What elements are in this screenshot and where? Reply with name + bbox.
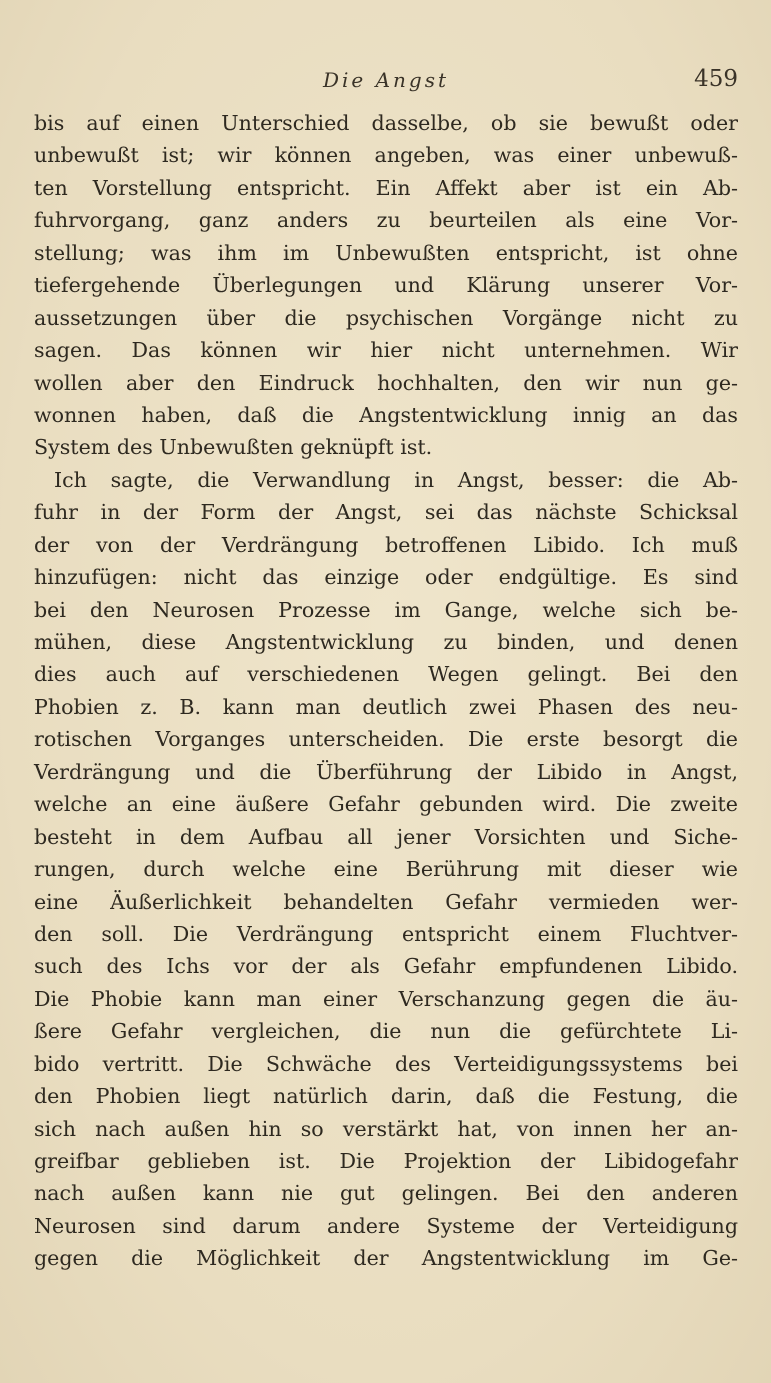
text-line: dies auch auf verschiedenen Wegen gelingt. Bei den [34, 662, 738, 687]
text-line: bis auf einen Unterschied dasselbe, ob sie bewußt oder [34, 111, 738, 135]
text-line: den Phobien liegt natürlich darin, daß die Festung, die [34, 1084, 738, 1109]
text-line: stellung; was ihm im Unbewußten entspricht, ist ohne [34, 240, 738, 265]
text-line: Phobien z. B. kann man deutlich zwei Phasen des neu- [34, 694, 738, 719]
text-line: ten Vorstellung entspricht. Ein Affekt aber ist ein Ab- [34, 175, 738, 200]
text-line: welche an eine äußere Gefahr gebunden wird. Die zweite [34, 792, 738, 817]
text-line: hinzufügen: nicht das einzige oder endgültige. Es sind [34, 565, 738, 590]
text-line: bei den Neurosen Prozesse im Gange, welche sich be- [34, 597, 738, 622]
page-number: 459 [694, 66, 738, 92]
text-line: Die Phobie kann man einer Verschanzung gegen die äu- [34, 986, 738, 1011]
text-line: fuhrvorgang, ganz anders zu beurteilen als eine Vor- [34, 208, 738, 233]
running-title: Die Angst [322, 68, 450, 92]
text-line: rungen, durch welche eine Berührung mit dieser wie [34, 857, 738, 882]
text-line: such des Ichs vor der als Gefahr empfundenen Libido. [34, 954, 738, 979]
text-line: wollen aber den Eindruck hochhalten, den wir nun ge- [34, 370, 738, 395]
text-line: nach außen kann nie gut gelingen. Bei den anderen [34, 1181, 738, 1206]
text-line: Verdrängung und die Überführung der Libido in Angst, [34, 759, 738, 784]
text-line: rotischen Vorganges unterscheiden. Die erste besorgt die [34, 727, 738, 752]
text-line: besteht in dem Aufbau all jener Vorsichten und Siche- [34, 824, 738, 849]
text-line: tiefergehende Überlegungen und Klärung unserer Vor- [34, 273, 738, 298]
text-line: eine Äußerlichkeit behandelten Gefahr vermieden wer- [34, 889, 738, 914]
text-line: sagen. Das können wir hier nicht unternehmen. Wir [34, 338, 738, 363]
text-line: fuhr in der Form der Angst, sei das nächste Schicksal [34, 500, 738, 525]
text-line: unbewußt ist; wir können angeben, was einer unbewuß- [34, 143, 738, 168]
text-line: bido vertritt. Die Schwäche des Verteidigungssystems bei [34, 1051, 738, 1076]
text-line: aussetzungen über die psychischen Vorgänge nicht zu [34, 305, 738, 330]
text-line: greifbar geblieben ist. Die Projektion der Libidogefahr [34, 1149, 738, 1173]
text-line: sich nach außen hin so verstärkt hat, von innen her an- [34, 1116, 738, 1141]
text-line: gegen die Möglichkeit der Angstentwicklung im Ge- [34, 1246, 738, 1271]
page-header [34, 62, 738, 102]
text-line: mühen, diese Angstentwicklung zu binden, und denen [34, 630, 738, 654]
text-line: Ich sagte, die Verwandlung in Angst, besser: die Ab- [54, 467, 738, 492]
text-line: der von der Verdrängung betroffenen Libido. Ich muß [34, 532, 738, 557]
text-line: den soll. Die Verdrängung entspricht einem Fluchtver- [34, 921, 738, 946]
text-line: ßere Gefahr vergleichen, die nun die gefürchtete Li- [34, 1019, 738, 1044]
text-line: Neurosen sind darum andere Systeme der Verteidigung [34, 1213, 738, 1238]
text-line: wonnen haben, daß die Angstentwicklung innig an das [34, 402, 738, 427]
text-line: System des Unbewußten geknüpft ist. [34, 435, 433, 460]
body-text [34, 107, 738, 1275]
